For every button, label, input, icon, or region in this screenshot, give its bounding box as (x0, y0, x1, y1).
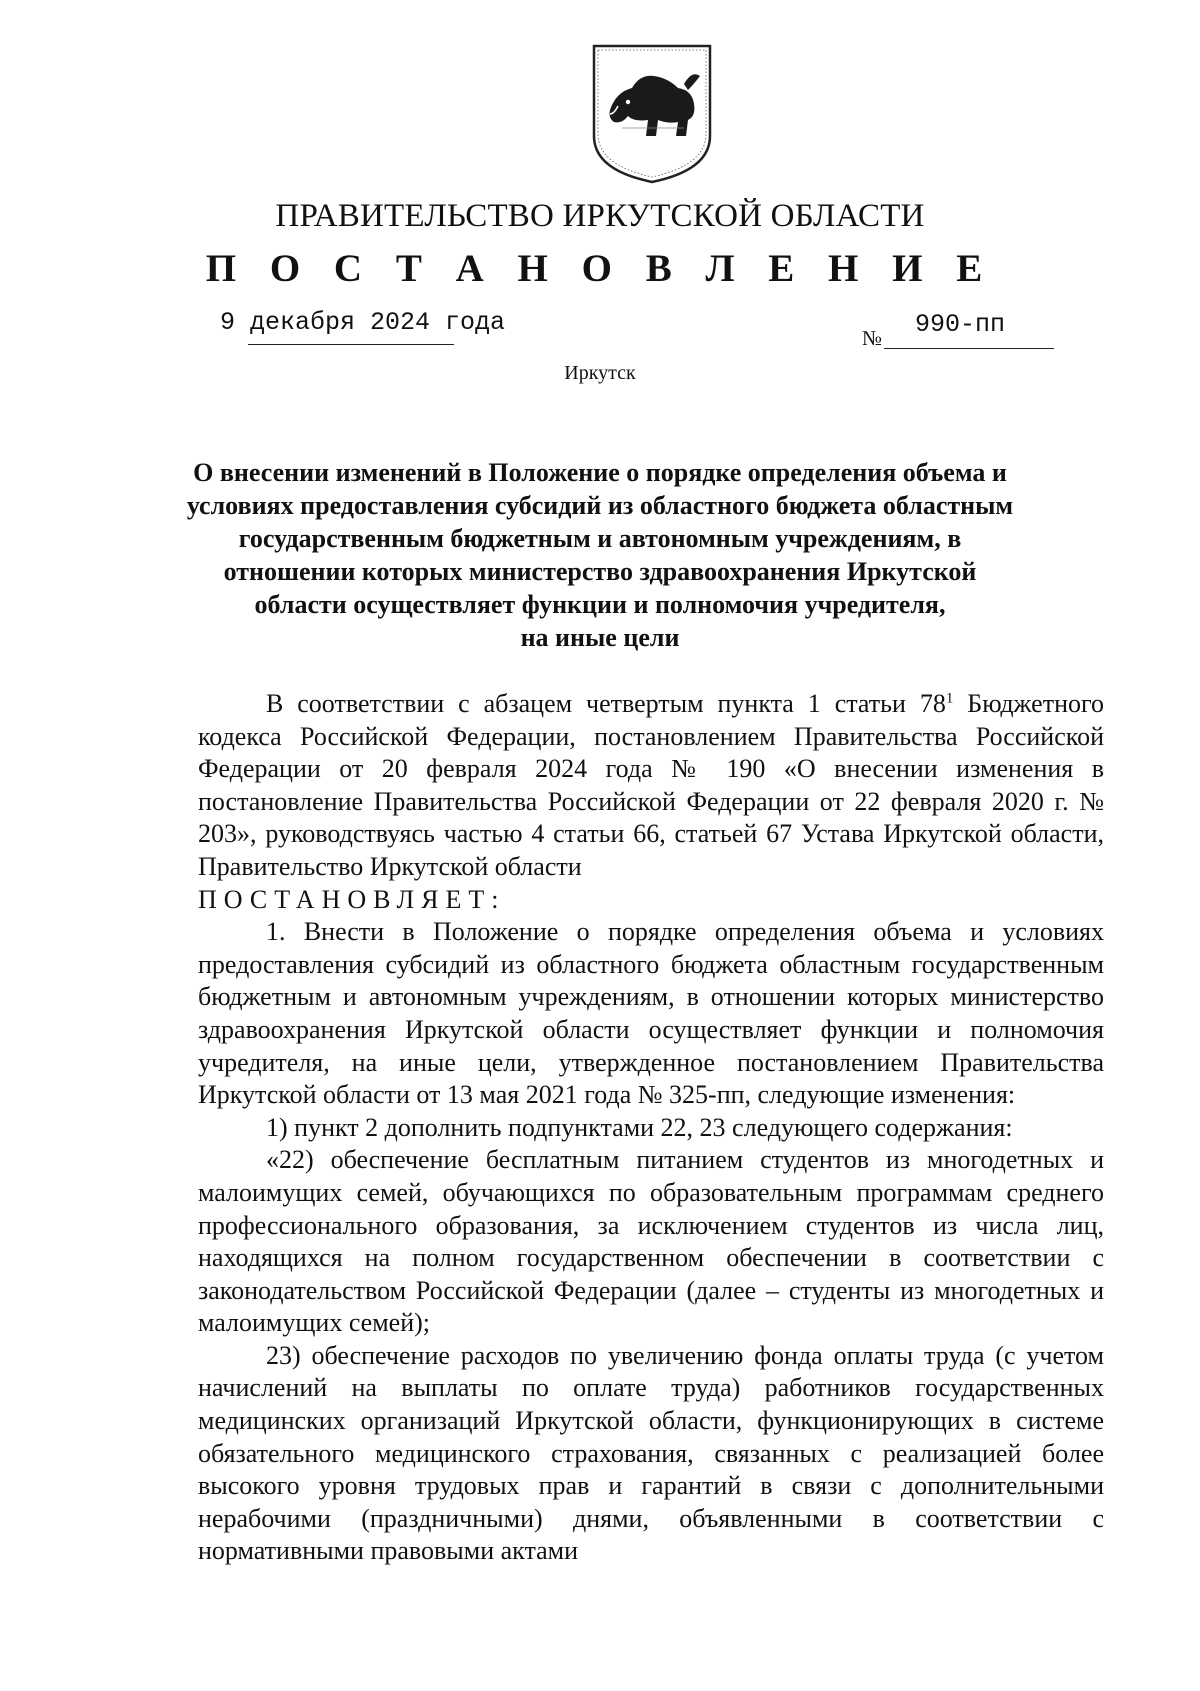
preamble-text-b: Бюджетного кодекса Российской Федерации, постановлением Правительства Российской Федерации от 20 февраля 2024 года № 190 «О внесении изменения в постановление Правительства Российской Федерации от 22 февраля 2020 г. № 203», руководствуясь частью 4 статьи 66, статьей 67 Устава Иркутской области, Правительство Иркутской области (198, 689, 1105, 881)
document-date: 9 декабря 2024 года (220, 308, 506, 337)
date-underline (248, 344, 454, 345)
resolves-word: ПОСТАНОВЛЯЕТ: (198, 884, 506, 914)
preamble-superscript: 1 (945, 690, 954, 707)
item-1-paragraph: 1. Внести в Положение о порядке определения объема и условиях предоставления субсидий из областного бюджета областным государственным бюджетным и автономным учреждениям, в отношении которых министерство здравоохранения Иркутской области осуществляет функции и полномочия учредителя, на иные цели, утвержденное постановлением Правительства Иркутской области от 13 мая 2021 года № 325-пп, следующие изменения: (198, 917, 1104, 1110)
item-22-paragraph: «22) обеспечение бесплатным питанием студентов из многодетных и малоимущих семей, обучающихся по образовательным программам среднего профессионального образования, за исключением студентов из числа лиц, находящихся на полном государственном обеспечении в соответствии с законодательством Российской Федерации (далее – студенты из многодетных и малоимущих семей); (198, 1145, 1104, 1338)
coat-of-arms-icon (588, 40, 716, 186)
title-line: государственным бюджетным и автономным учреждениям, в (238, 524, 962, 553)
document-body (198, 688, 1104, 1568)
preamble-paragraph (198, 688, 1104, 884)
number-sign: № (862, 326, 883, 350)
title-line: на иные цели (520, 623, 680, 652)
title-line: отношении которых министерство здравоохранения Иркутской (223, 557, 977, 586)
number-underline (884, 348, 1054, 349)
document-number: 990-пп (915, 310, 1006, 339)
preamble-text-a: В соответствии с абзацем четвертым пункта 1 статьи 78 (266, 689, 946, 718)
document-title (180, 456, 1020, 654)
government-name: ПРАВИТЕЛЬСТВО ИРКУТСКОЙ ОБЛАСТИ (275, 198, 925, 234)
title-line: области осуществляет функции и полномочия учредителя, (254, 590, 946, 619)
item-23-paragraph: 23) обеспечение расходов по увеличению фонда оплаты труда (с учетом начислений на выплаты по оплате труда) работников государственных медицинских организаций Иркутской области, функционирующих в системе обязательного медицинского страхования, связанных с реализацией более высокого уровня трудовых прав и гарантий в связи с дополнительными нерабочими (праздничными) днями, объявленными в соответствии с нормативными правовыми актами (198, 1340, 1104, 1566)
document-type: П О С Т А Н О В Л Е Н И Е (205, 247, 995, 290)
subitem-1-paragraph: 1) пункт 2 дополнить подпунктами 22, 23 следующего содержания: (266, 1112, 1013, 1142)
title-line: условиях предоставления субсидий из областного бюджета областным (186, 491, 1014, 520)
title-line: О внесении изменений в Положение о порядке определения объема и (193, 458, 1007, 487)
city: Иркутск (564, 362, 636, 384)
